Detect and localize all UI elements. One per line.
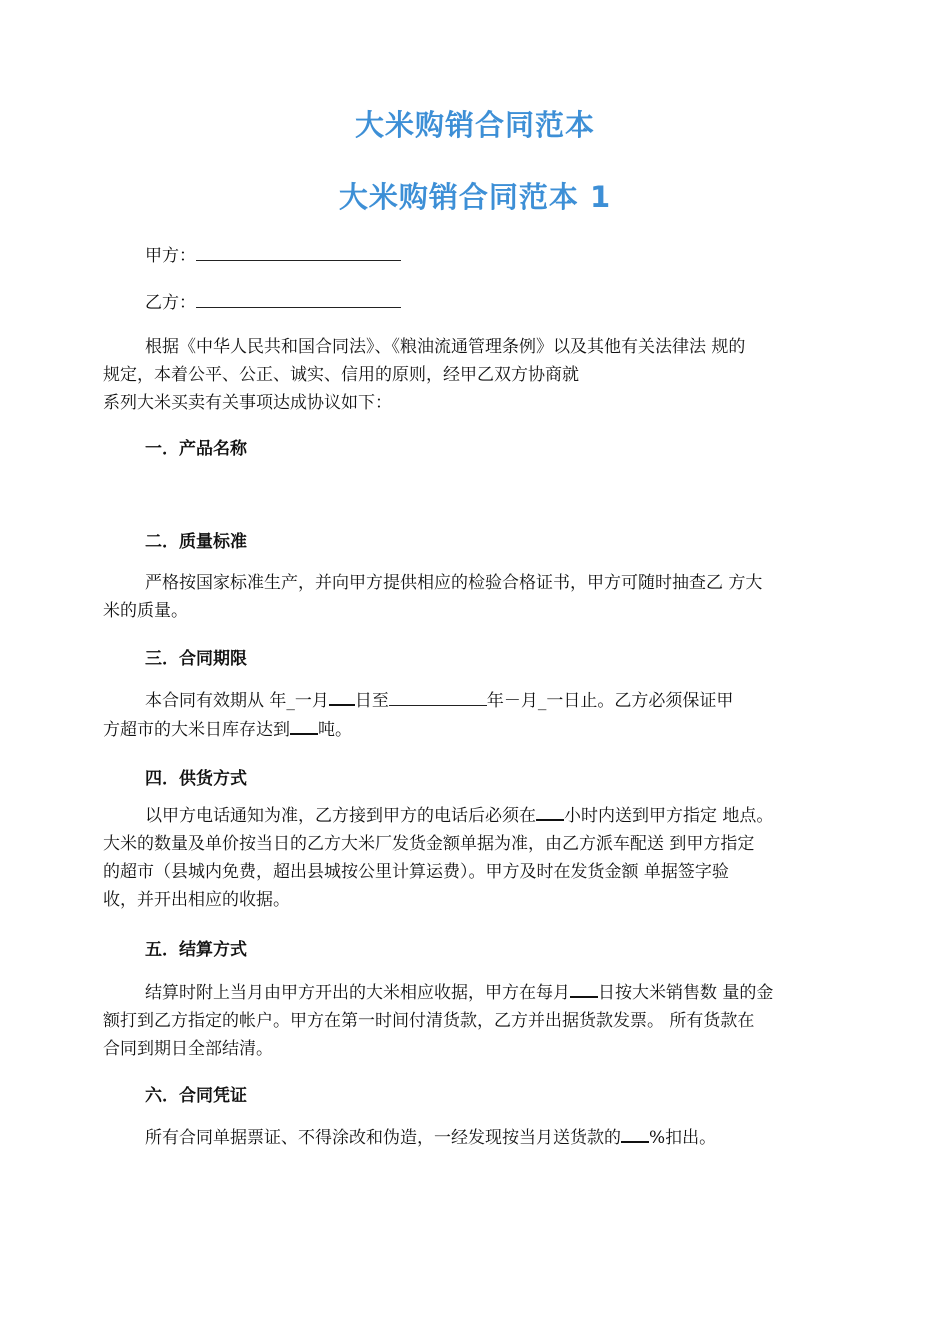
section-5-text-a: 结算时附上当月由甲方开出的大米相应收据，甲方在每月 (145, 983, 570, 1003)
section-3-heading: 三．合同期限 (145, 649, 247, 669)
section-3-line-2 (103, 715, 863, 744)
section-4-text-b: 小时内送到甲方指定 地点。 (564, 806, 774, 826)
section-4-line-3: 的超市（县城内免费，超出县城按公里计算运费）。甲方及时在发货金额 单据签字验 (103, 862, 729, 882)
section-5-line-1 (103, 978, 863, 1007)
section-4-paragraph (103, 801, 863, 914)
intro-line-3: 系列大米买卖有关事项达成协议如下： (103, 393, 392, 413)
party-a-label: 甲方： (145, 246, 196, 266)
section-5-line-2: 额打到乙方指定的帐户。甲方在第一时间付清货款，乙方并出据货款发票。 所有货款在 (103, 1011, 755, 1031)
section-5-text-b: 日按大米销售数 量的金 (598, 983, 774, 1003)
stock-tons-blank (290, 715, 318, 735)
section-4-line-4: 收，并开出相应的收据。 (103, 890, 290, 910)
section-6-line-1 (103, 1123, 863, 1152)
section-6-paragraph (103, 1123, 863, 1152)
party-a-line (145, 242, 401, 270)
section-3-text-c: 年－月_一日止。乙方必须保证甲 (486, 691, 734, 711)
section-4-line-2: 大米的数量及单价按当日的乙方大米厂发货金额单据为准，由乙方派车配送 到甲方指定 (103, 834, 755, 854)
section-5-heading: 五．结算方式 (145, 940, 247, 960)
party-b-blank (196, 289, 401, 308)
hours-blank (536, 801, 564, 821)
section-4-heading: 四．供货方式 (145, 769, 247, 789)
section-5-line-3: 合同到期日全部结清。 (103, 1039, 273, 1059)
section-2-paragraph (103, 569, 863, 625)
section-3-line-1 (103, 686, 863, 715)
monthly-day-blank (570, 978, 598, 998)
section-5-paragraph (103, 978, 863, 1063)
section-4-text-a: 以甲方电话通知为准，乙方接到甲方的电话后必须在 (145, 806, 536, 826)
section-3-paragraph (103, 686, 863, 744)
section-3-text-d: 方超市的大米日库存达到 (103, 720, 290, 740)
day-blank (329, 686, 355, 706)
end-year-blank (389, 687, 487, 706)
section-6-text-a: 所有合同单据票证、不得涂改和伪造，一经发现按当月送货款的 (145, 1128, 621, 1148)
document-title: 大米购销合同范本 (354, 108, 595, 142)
document-subtitle: 大米购销合同范本 1 (338, 180, 612, 214)
section-6-heading: 六．合同凭证 (145, 1086, 247, 1106)
section-3-text-b: 日至 (354, 691, 389, 711)
section-4-line-1 (103, 801, 863, 830)
section-6-text-b: %扣出。 (649, 1128, 717, 1148)
section-3-text-e: 吨。 (318, 720, 352, 740)
party-a-blank (196, 242, 401, 261)
section-2-line-1: 严格按国家标准生产，并向甲方提供相应的检验合格证书，甲方可随时抽查乙 方大 (145, 573, 763, 593)
section-3-text-a: 本合同有效期从 年_一月 (145, 691, 329, 711)
section-1-heading: 一．产品名称 (145, 439, 247, 459)
section-2-line-2: 米的质量。 (103, 601, 188, 621)
intro-line-1: 根据《中华人民共和国合同法》、《粮油流通管理条例》以及其他有关法律法 规的 (145, 337, 746, 357)
section-2-heading: 二．质量标准 (145, 532, 247, 552)
intro-paragraph (103, 333, 863, 417)
party-b-line (145, 289, 401, 317)
intro-line-2: 规定，本着公平、公正、诚实、信用的原则，经甲乙双方协商就 (103, 365, 579, 385)
party-b-label: 乙方： (145, 293, 196, 313)
percent-blank (621, 1123, 649, 1143)
